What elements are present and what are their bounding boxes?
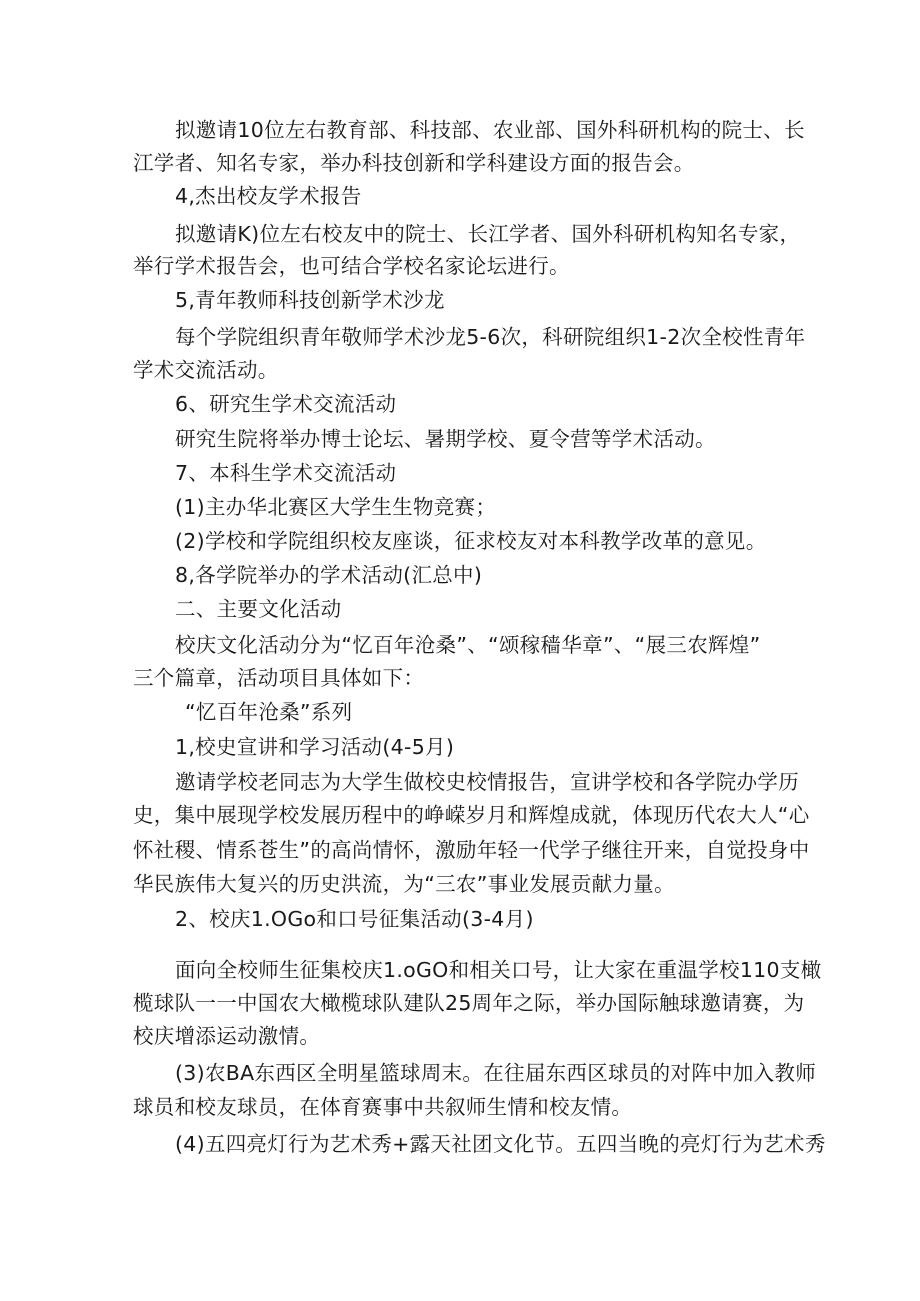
- text-line-10: 研究生院将举办博士论坛、暑期学校、夏令营等学术活动。: [175, 427, 716, 451]
- text-line-7: 每个学院组织青年敬师学术沙龙5-6次，科研院组织1-2次全校性青年: [175, 325, 806, 349]
- text-line-26: 榄球队一一中国农大橄榄球队建队25周年之际，举办国际触球邀请赛，为: [133, 991, 805, 1015]
- text-line-27: 校庆增添运动激情。: [133, 1024, 321, 1048]
- text-line-23: 华民族伟大复兴的历史洪流，为“三农”事业发展贡献力量。: [133, 872, 675, 896]
- text-line-19: 1,校史宣讲和学习活动(4-5月): [175, 735, 455, 759]
- text-line-2: 江学者、知名专家，举办科技创新和学科建设方面的报告会。: [133, 151, 695, 175]
- text-line-30: (4)五四亮灯行为艺术秀+露天社团文化节。五四当晚的亮灯行为艺术秀: [175, 1132, 826, 1156]
- series-heading: “忆百年沧桑”系列: [185, 700, 353, 724]
- text-line-13: (2)学校和学院组织校友座谈，征求校友对本科教学改革的意见。: [175, 529, 767, 553]
- text-line-4: 拟邀请K)位左右校友中的院士、长江学者、国外科研机构知名专家，: [175, 222, 801, 246]
- text-line-21: 史，集中展现学校发展历程中的峥嵘岁月和辉煌成就，体现历代农大人“心: [133, 803, 810, 827]
- text-line-16: 校庆文化活动分为“忆百年沧桑”、“颂稼穑华章”、“展三农辉煌”: [175, 633, 761, 657]
- text-line-29: 球员和校友球员，在体育赛事中共叙师生情和校友情。: [133, 1095, 633, 1119]
- section-heading: 二、主要文化活动: [175, 597, 342, 621]
- text-line-3: 4,杰出校友学术报告: [175, 184, 362, 208]
- text-line-9: 6、研究生学术交流活动: [175, 392, 397, 416]
- text-line-22: 怀社稷、情系苍生”的高尚情怀，激励年轻一代学子继往开来，自觉投身中: [133, 838, 810, 862]
- text-line-25: 面向全校师生征集校庆1.oGO和相关口号，让大家在重温学校110支橄: [175, 958, 822, 982]
- text-line-5: 举行学术报告会，也可结合学校名家论坛进行。: [133, 254, 570, 278]
- text-line-1: 拟邀请10位左右教育部、科技部、农业部、国外科研机构的院士、长: [175, 118, 805, 142]
- text-line-20: 邀请学校老同志为大学生做校史校情报告，宣讲学校和各学院办学历: [175, 770, 799, 794]
- text-line-17: 三个篇章，活动项目具体如下：: [133, 666, 425, 690]
- text-line-28: (3)农BA东西区全明星篮球周末。在往届东西区球员的对阵中加入教师: [175, 1061, 817, 1085]
- text-line-12: (1)主办华北赛区大学生生物竞赛；: [175, 495, 497, 519]
- text-line-8: 学术交流活动。: [133, 358, 279, 382]
- text-line-6: 5,青年教师科技创新学术沙龙: [175, 288, 445, 312]
- text-line-24: 2、校庆1.OGo和口号征集活动(3-4月): [175, 907, 534, 931]
- text-line-14: 8,各学院举办的学术活动(汇总中): [175, 563, 483, 587]
- text-line-11: 7、本科生学术交流活动: [175, 461, 397, 485]
